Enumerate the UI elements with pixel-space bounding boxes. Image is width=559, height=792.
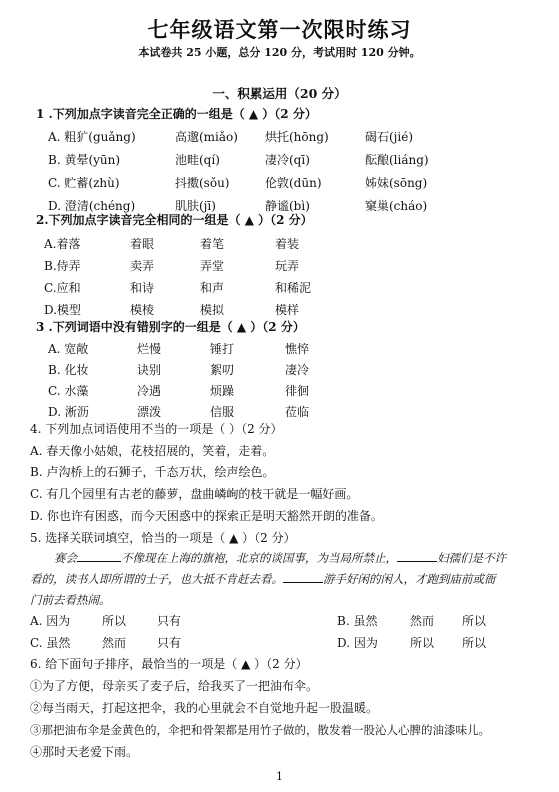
q1-option: D. 澄清(chéng) <box>48 199 136 213</box>
q5-option: 只有 <box>157 614 182 628</box>
q3-option: 信服 <box>210 405 235 419</box>
q2-option: 和诗 <box>130 281 155 295</box>
q5-options-row-1 <box>0 612 559 628</box>
q1-option: 池畦(qí) <box>175 153 220 167</box>
q6-stem: 6. 给下面句子排序，最恰当的一项是（ ▲ ）（2 分） <box>30 657 308 671</box>
q1-row-c <box>0 174 559 190</box>
q5-option: 所以 <box>410 636 435 650</box>
q1-option: 伦敦(dūn) <box>265 176 322 190</box>
q3-row-b <box>0 361 559 377</box>
q2-option: 着装 <box>275 237 300 251</box>
q5-option: B. 虽然 <box>337 614 378 628</box>
q1-row-d <box>0 197 559 213</box>
q3-option: 憔悴 <box>285 342 310 356</box>
q3-row-c <box>0 382 559 398</box>
q3-stem: 3 .下列词语中没有错别字的一组是（ ▲ ）（2 分） <box>36 320 305 334</box>
q3-option: 诀别 <box>137 363 162 377</box>
q2-option: A.着落 <box>44 237 81 251</box>
q6-item-4: ④那时天老爱下雨。 <box>30 745 139 759</box>
q2-option: 模样 <box>275 303 300 317</box>
q5-passage-part: 赛会 <box>54 551 77 565</box>
q5-option: 所以 <box>102 614 127 628</box>
q5-passage-part: 游手好闲的闲人，才跑到庙前或衙 <box>323 572 496 586</box>
q4-option-b: B. 卢沟桥上的石狮子，千态万状，绘声绘色。 <box>30 465 275 479</box>
q5-option: C. 虽然 <box>30 636 71 650</box>
q3-option: 冷遇 <box>137 384 162 398</box>
q2-row-d <box>0 301 559 317</box>
q3-option: D. 淅沥 <box>48 405 89 419</box>
q1-option: 高邈(miǎo) <box>175 130 238 144</box>
q1-option: 窠巢(cháo) <box>365 199 428 213</box>
page-number: 1 <box>276 770 283 783</box>
q2-option: 玩弄 <box>275 259 300 273</box>
q5-options-row-2 <box>0 634 559 650</box>
q6-item-2: ②每当雨天，打起这把伞，我的心里就会不自觉地升起一股温暖。 <box>30 701 379 715</box>
q2-option: 和稀泥 <box>275 281 312 295</box>
q5-passage-part: 不像现在上海的旗袍，北京的谈国事，为当局所禁止， <box>121 551 397 565</box>
q1-row-b <box>0 151 559 167</box>
q5-option: 然而 <box>410 614 435 628</box>
q1-option: C. 贮蓄(zhù) <box>48 176 120 190</box>
q2-option: B.侍弄 <box>44 259 81 273</box>
q5-passage-part: 看的，读书人即所谓的士子，也大抵不肯赶去看。 <box>30 572 283 586</box>
q3-row-a <box>0 340 559 356</box>
q5-blank-1[interactable] <box>77 561 121 562</box>
q1-option: 姊妹(sōng) <box>365 176 428 190</box>
q1-stem: 1 .下列加点字读音完全正确的一组是（ ▲ ）（2 分） <box>36 107 317 121</box>
q3-option: A. 宽敞 <box>48 342 89 356</box>
q1-option: 凄冷(qī) <box>265 153 310 167</box>
q5-passage-part: 门前去看热闹。 <box>30 593 111 607</box>
q3-option: 莅临 <box>285 405 310 419</box>
exam-title: 七年级语文第一次限时练习 <box>147 17 412 42</box>
q2-row-c <box>0 279 559 295</box>
q5-passage-part: 妇孺们是不许 <box>437 551 506 565</box>
q5-blank-2[interactable] <box>397 561 437 562</box>
q4-option-a: A. 春天像小姑娘，花枝招展的，笑着，走着。 <box>30 444 275 458</box>
q1-option: 静谧(bì) <box>265 199 310 213</box>
q2-option: 和声 <box>200 281 225 295</box>
q1-option: 烘托(hōng) <box>265 130 329 144</box>
q4-option-c: C. 有几个园里有古老的藤萝，盘曲嶙峋的枝干就是一幅好画。 <box>30 487 359 501</box>
section-heading: 一、积累运用（20 分） <box>212 86 347 101</box>
q5-option: D. 因为 <box>337 636 378 650</box>
q3-option: 烂慢 <box>137 342 162 356</box>
q3-option: 徘徊 <box>285 384 310 398</box>
q1-option: 酝酿(liáng) <box>365 153 429 167</box>
q2-stem: 2.下列加点字读音完全相同的一组是（ ▲ ）（2 分） <box>36 213 313 227</box>
q1-option: A. 粗犷(guǎng) <box>48 130 136 144</box>
q5-option: 所以 <box>462 636 487 650</box>
q2-option: C.应和 <box>44 281 81 295</box>
q3-option: 漂泼 <box>137 405 162 419</box>
q5-option: 然而 <box>102 636 127 650</box>
q5-option: A. 因为 <box>30 614 71 628</box>
q2-row-b <box>0 257 559 273</box>
q3-row-d <box>0 403 559 419</box>
q1-row-a <box>0 128 559 144</box>
q2-option: 着眼 <box>130 237 155 251</box>
q2-option: 卖弄 <box>130 259 155 273</box>
q2-option: 模拟 <box>200 303 225 317</box>
q5-option: 只有 <box>157 636 182 650</box>
q3-option: 絮叨 <box>210 363 235 377</box>
q5-option: 所以 <box>462 614 487 628</box>
q3-option: 锤打 <box>210 342 235 356</box>
q1-option: 抖擞(sǒu) <box>175 176 230 190</box>
q6-item-1: ①为了方便，母亲买了麦子后，给我买了一把油布伞。 <box>30 679 319 693</box>
q5-passage <box>30 548 545 611</box>
q3-option: 烦躁 <box>210 384 235 398</box>
q4-stem: 4. 下列加点词语使用不当的一项是（ ）（2 分） <box>30 422 283 436</box>
q3-option: 凄冷 <box>285 363 310 377</box>
exam-subtitle: 本试卷共 25 小题，总分 120 分，考试用时 120 分钟。 <box>138 46 421 59</box>
q2-option: 着笔 <box>200 237 225 251</box>
q3-option: B. 化妆 <box>48 363 89 377</box>
q5-stem: 5. 选择关联词填空，恰当的一项是（ ▲ ）（2 分） <box>30 531 296 545</box>
q5-blank-3[interactable] <box>283 582 323 583</box>
q4-option-d: D. 你也许有困惑，而今天困惑中的探索正是明天豁然开朗的准备。 <box>30 509 383 523</box>
q2-option: 弄堂 <box>200 259 225 273</box>
q1-option: 肌肤(jī) <box>175 199 216 213</box>
q1-option: B. 黄晕(yūn) <box>48 153 121 167</box>
q6-item-3: ③那把油布伞是金黄色的，伞把和骨架都是用竹子做的，散发着一股沁人心脾的油漆味儿。 <box>30 723 490 737</box>
q1-option: 碣石(jié) <box>365 130 414 144</box>
q2-option: 模棱 <box>130 303 155 317</box>
q3-option: C. 水藻 <box>48 384 89 398</box>
q2-row-a <box>0 235 559 251</box>
q2-option: D.模型 <box>44 303 82 317</box>
